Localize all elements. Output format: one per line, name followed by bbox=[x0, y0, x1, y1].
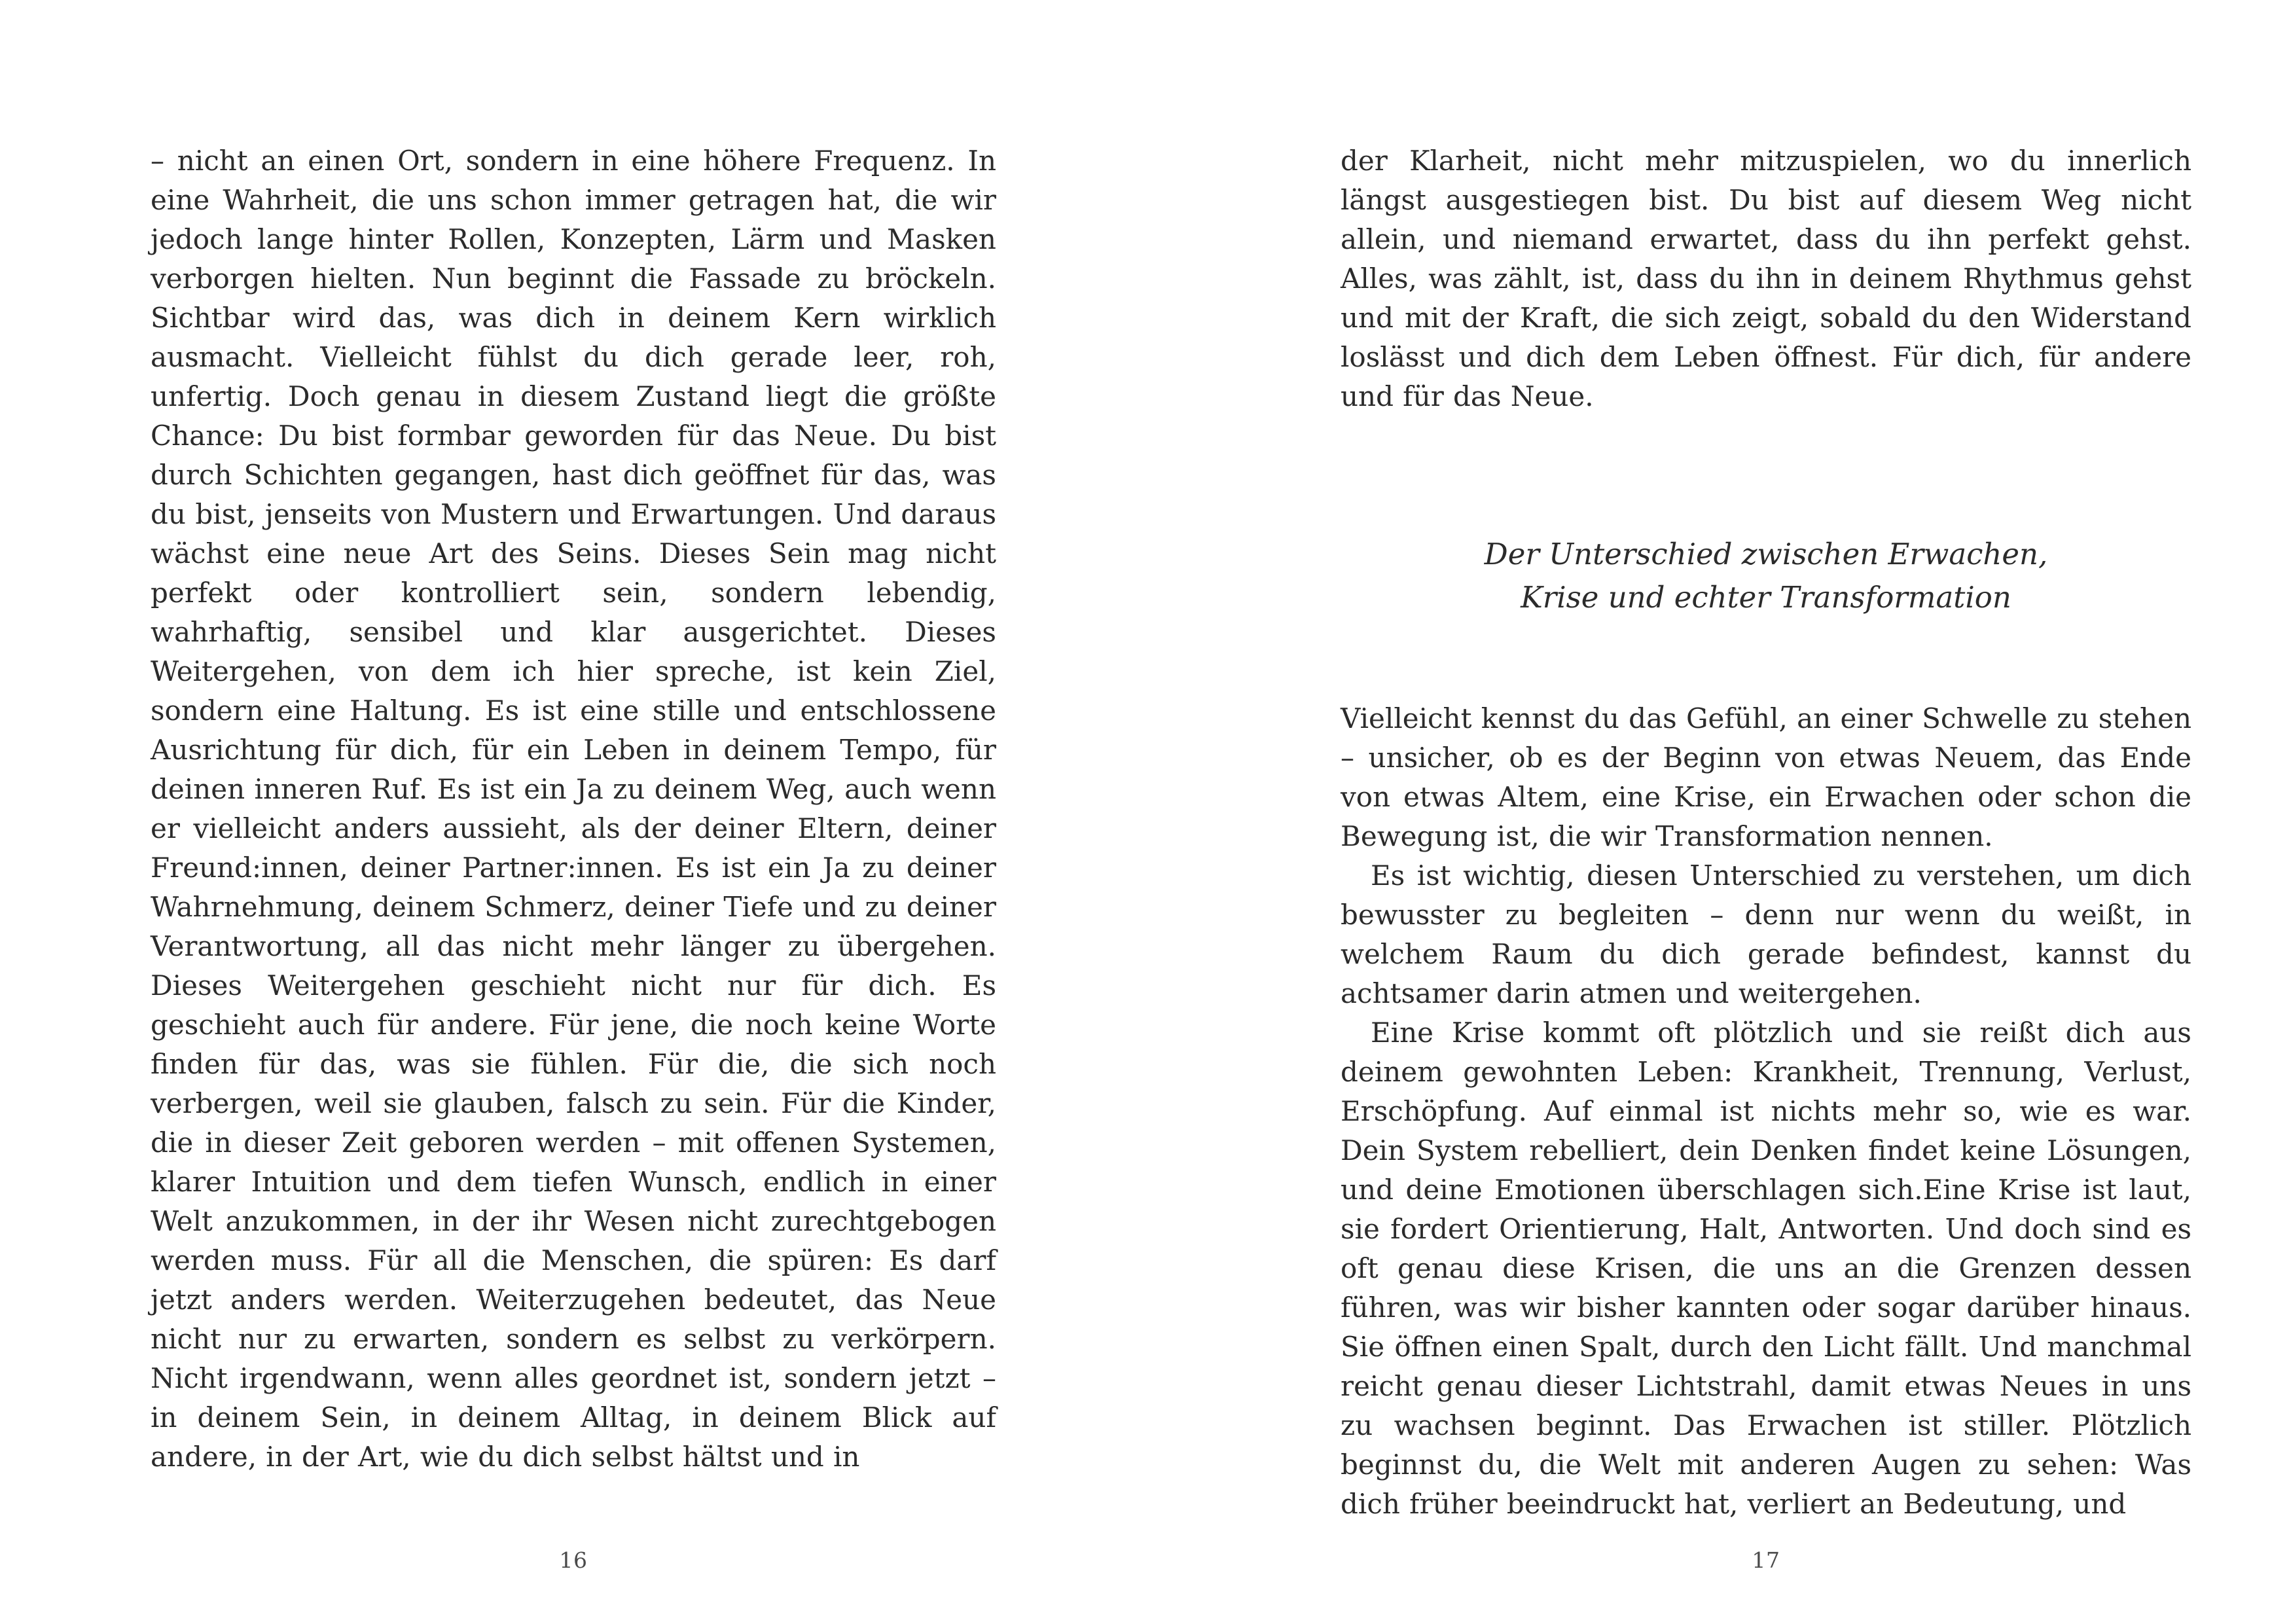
left-paragraph: – nicht an einen Ort, sondern in eine höhere Frequenz. In eine Wahrheit, die uns schon immer getragen hat, die wir jedoch lange hinter Rollen, Konzepten, Lärm und Masken verborgen hielten. Nun beginnt die Fassade zu bröckeln. Sichtbar wird das, was dich in deinem Kern wirklich ausmacht. Vielleicht fühlst du dich gerade leer, roh, unfertig. Doch genau in diesem Zustand liegt die größte Chance: Du bist formbar geworden für das Neue. Du bist durch Schichten gegangen, hast dich geöffnet für das, was du bist, jenseits von Mustern und Erwartungen. Und daraus wächst eine neue Art des Seins. Dieses Sein mag nicht perfekt oder kontrolliert sein, sondern lebendig, wahrhaftig, sensibel und klar ausgerichtet. Dieses Weitergehen, von dem ich hier spreche, ist kein Ziel, sondern eine Haltung. Es ist eine stille und entschlossene Ausrichtung für dich, für ein Leben in deinem Tempo, für deinen inneren Ruf. Es ist ein Ja zu deinem Weg, auch wenn er vielleicht anders aussieht, als der deiner Eltern, deiner Freund:innen, deiner Partner:innen. Es ist ein Ja zu deiner Wahrnehmung, deinem Schmerz, deiner Tiefe und zu deiner Verantwortung, all das nicht mehr länger zu übergehen. Dieses Weitergehen geschieht nicht nur für dich. Es geschieht auch für andere. Für jene, die noch keine Worte finden für das, was sie fühlen. Für die, die sich noch verbergen, weil sie glauben, falsch zu sein. Für die Kinder, die in dieser Zeit geboren werden – mit offenen Systemen, klarer Intuition und dem tiefen Wunsch, endlich in einer Welt anzukommen, in der ihr Wesen nicht zurechtgebogen werden muss. Für all die Menschen, die spüren: Es darf jetzt anders werden. Weiterzugehen bedeutet, das Neue nicht nur zu erwarten, sondern es selbst zu verkörpern. Nicht irgendwann, wenn alles geordnet ist, sondern jetzt – in deinem Sein, in deinem Alltag, in deinem Blick auf andere, in der Art, wie du dich selbst hältst und in bbox=[151, 145, 996, 1473]
right-continuation-paragraph: der Klarheit, nicht mehr mitzuspielen, wo du innerlich längst ausgestiegen bist. Du bist auf diesem Weg nicht allein, und niemand erwartet, dass du ihn perfekt gehst. Alles, was zählt, ist, dass du ihn in deinem Rhythmus gehst und mit der Kraft, die sich zeigt, sobald du den Widerstand loslässt und dich dem Leben öffnest. Für dich, für andere und für das Neue. bbox=[1341, 145, 2191, 412]
right-text-block bbox=[1341, 0, 2191, 1524]
page-left bbox=[151, 0, 996, 1624]
page-number-right: 17 bbox=[1752, 1547, 1780, 1573]
right-paragraph-3: Eine Krise kommt oft plötzlich und sie reißt dich aus deinem gewohnten Leben: Krankheit, Trennung, Verlust, Erschöpfung. Auf einmal ist nichts mehr so, wie es war. Dein System rebelliert, dein Denken findet keine Lösungen, und deine Emotionen überschlagen sich.Eine Krise ist laut, sie fordert Orientierung, Halt, Antworten. Und doch sind es oft genau diese Krisen, die uns an die Grenzen dessen führen, was wir bisher kannten oder sogar darüber hinaus. Sie öffnen einen Spalt, durch den Licht fällt. Und manchmal reicht genau dieser Lichtstrahl, damit etwas Neues in uns zu wachsen beginnt. Das Erwachen ist stiller. Plötzlich beginnst du, die Welt mit anderen Augen zu sehen: Was dich früher beeindruckt hat, verliert an Bedeutung, und bbox=[1341, 1017, 2191, 1520]
right-paragraph-1: Vielleicht kennst du das Gefühl, an einer Schwelle zu stehen – unsicher, ob es der Beginn von etwas Neuem, das Ende von etwas Altem, eine Krise, ein Erwachen oder schon die Bewegung ist, die wir Transformation nennen. bbox=[1341, 702, 2191, 852]
section-heading-line2: Krise und echter Transformation bbox=[1521, 580, 2011, 615]
section-heading-line1: Der Unterschied zwischen Erwachen, bbox=[1484, 537, 2048, 571]
left-text-block bbox=[151, 0, 996, 1477]
section-heading bbox=[1341, 533, 2191, 619]
right-paragraph-2: Es ist wichtig, diesen Unterschied zu verstehen, um dich bewusster zu begleiten – denn nur wenn du weißt, in welchem Raum du dich gerade befindest, kannst du achtsamer darin atmen und weitergehen. bbox=[1341, 859, 2191, 1009]
page-right bbox=[1341, 0, 2191, 1624]
page-number-left: 16 bbox=[559, 1547, 588, 1573]
